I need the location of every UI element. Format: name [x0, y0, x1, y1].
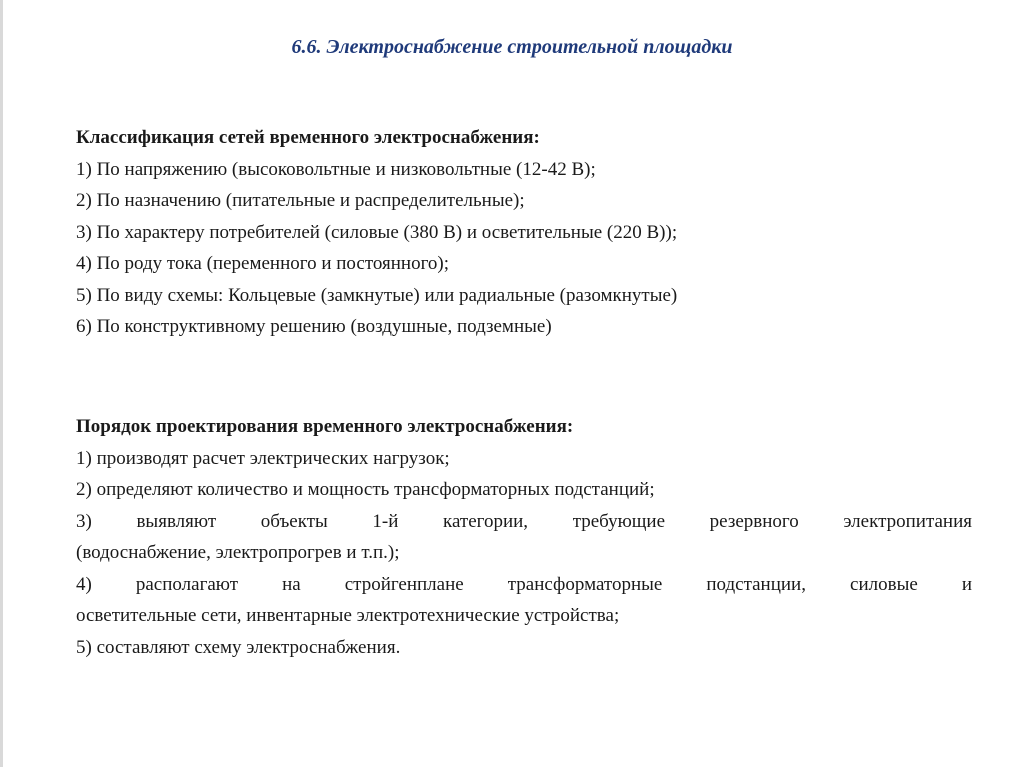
- classification-item: 4) По роду тока (переменного и постоянного);: [76, 253, 450, 274]
- slide-left-border: [0, 0, 3, 767]
- design-order-item-4-line-2: осветительные сети, инвентарные электротехнические устройства;: [76, 605, 620, 626]
- classification-item: 3) По характеру потребителей (силовые (380 В) и осветительные (220 В));: [76, 221, 678, 243]
- design-order-item: 5) составляют схему электроснабжения.: [76, 636, 401, 658]
- classification-item: 6) По конструктивному решению (воздушные, подземные): [76, 316, 552, 337]
- design-order-item-4-line-1: 4) располагают на стройгенплане трансформаторные подстанции, силовые и: [76, 573, 972, 595]
- classification-item: 5) По виду схемы: Кольцевые (замкнутые) или радиальные (разомкнутые): [76, 284, 678, 306]
- design-order-heading: Порядок проектирования временного электроснабжения:: [76, 416, 574, 437]
- design-order-item-3-line-2: (водоснабжение, электропрогрев и т.п.);: [76, 542, 400, 563]
- design-order-section: [76, 411, 972, 663]
- slide-title: 6.6. Электроснабжение строительной площадки: [291, 36, 733, 58]
- classification-item: 2) По назначению (питательные и распределительные);: [76, 190, 525, 211]
- design-order-item: 2) определяют количество и мощность трансформаторных подстанций;: [76, 479, 655, 500]
- classification-heading: Классификация сетей временного электроснабжения:: [76, 127, 540, 148]
- classification-section: [76, 122, 972, 343]
- classification-item: 1) По напряжению (высоковольтные и низковольтные (12-42 В);: [76, 158, 596, 180]
- design-order-item: 1) производят расчет электрических нагрузок;: [76, 447, 450, 469]
- design-order-item-3-line-1: 3) выявляют объекты 1-й категории, требующие резервного электропитания: [76, 510, 972, 532]
